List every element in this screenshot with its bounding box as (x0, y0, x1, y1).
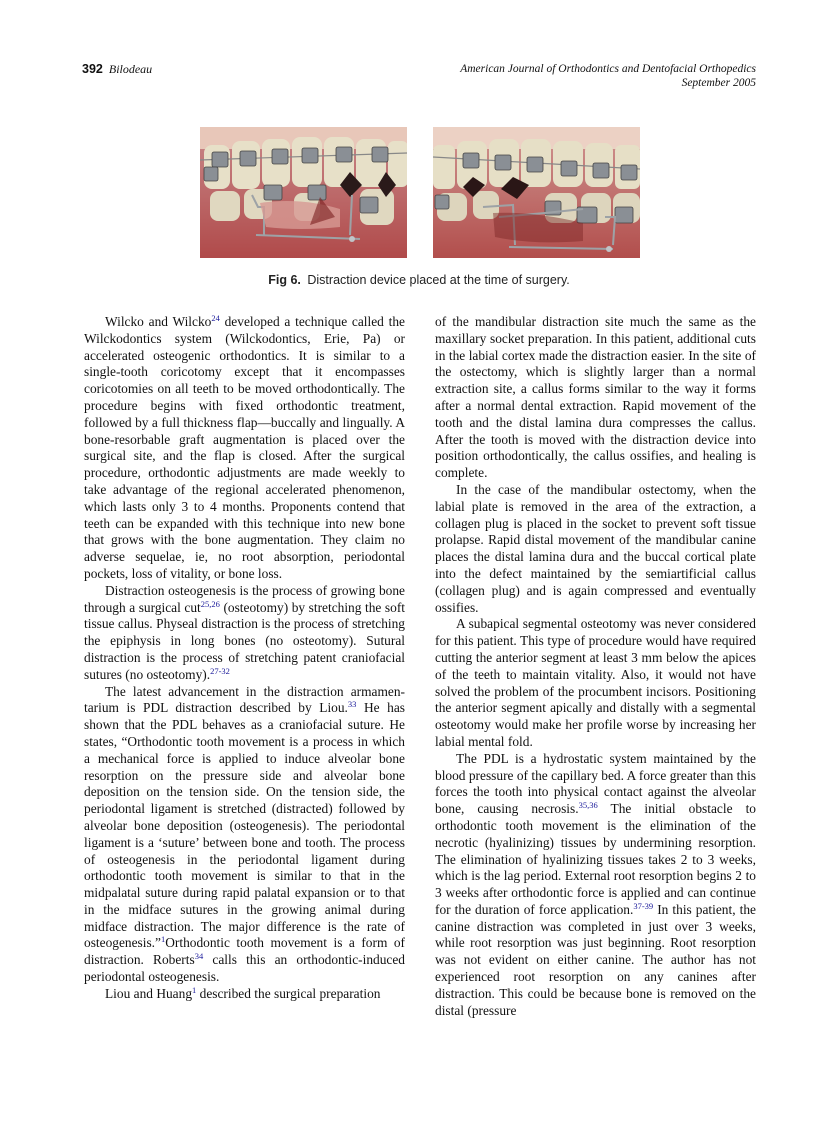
paragraph-text: Liou and Huang (105, 985, 193, 1001)
paragraph-text: The latest advancement in the distraction armamentarium is PDL distraction described by Liou. (84, 683, 405, 716)
running-head-right (460, 62, 756, 90)
page-number: 392 (82, 62, 103, 76)
paragraph-text: Distraction osteogenesis is the process of growing bone through a surgical cut (84, 582, 405, 615)
paragraph-text: developed a technique called the Wilckodontics system (Wilckodontics, Erie, Pa) or accelerated osteogenic orthodontics. It is similar to a single-tooth coricotomy except that it encompasses coricotomies on all teeth to be moved orthodontically. The procedure begins with fixed orthodontic treatment, followed by a full thickness flap—buccally and lingually. A bone-resorbable graft augmentation is placed over the surgical site, and the flap is closed. After the surgical procedure, orthodontic adjustments are made weekly to take advantage of the regional accelerated phenomenon, which lasts only 3 to 4 months. Proponents contend that teeth can be expanded with this technique into new bone that grows with the bone augmentation. They claim no adverse sequelae, ie, no root absorption, periodontal pockets, loss of vitality, or bone loss. (84, 314, 405, 581)
body-column-left (84, 314, 405, 1003)
citation-superscript[interactable]: 34 (194, 951, 204, 962)
paragraph-text: The initial obstacle to orthodontic tooth movement is the elimination of the necrotic (hyalinizing) tissues by undermining resorption. The elimination of hyalinizing tissues takes 2 to 3 weeks, which is the lag period. External root resorption begins 2 to 3 weeks after orthodontic force is applied and can continue for the duration of force application. (435, 801, 756, 917)
paragraph (84, 986, 405, 1003)
citation-superscript[interactable]: 1 (192, 984, 197, 995)
citation-superscript[interactable]: 24 (211, 313, 220, 323)
paragraph-text: In the case of the mandibular ostectomy, when the labial plate is removed in the area of the extraction, a collagen plug is placed in the socket to prevent soft tissue prolapse. Rapid distal movement of the mandibular canine places the distal lamina dura and the buccal cortical plate into the defect maintained by the semiartificial callus (collagen plug) and is again compressed and eventually ossifies. (435, 481, 756, 615)
intraoral-photo-left (200, 127, 407, 258)
running-head-left (82, 62, 152, 77)
paragraph-text: of the mandibular distraction site much the same as the maxillary socket preparation. In this patient, additional cuts in the labial cortex made the distraction easier. In the site of the ostectomy, which is slightly larger than a normal extraction site, a callus forms similar to the way it forms after a normal dental extraction. Rapid movement of the tooth and the distal lamina dura compresses the callus. After the tooth is moved with the distraction device into position orthodontically, the callus ossifies, and healing is complete. (435, 314, 756, 481)
paragraph-text: Orthodontic tooth movement is a form of distraction. Roberts (84, 935, 405, 968)
paragraph-text: In this patient, the canine distraction was completed in just over 3 weeks, while root resorption was just beginning. Root resorption was not evident on either canine. The author has not experienced root resorption on any canines after distraction. This could be because bone is removed on the distal (pressure (435, 901, 756, 1018)
body-column-right (435, 314, 756, 1019)
figure-image-left (200, 127, 407, 258)
paragraph (435, 314, 756, 482)
running-head (82, 62, 756, 96)
citation-superscript[interactable]: 35,36 (578, 800, 598, 811)
issue-date: September 2005 (681, 77, 756, 89)
paragraph (435, 482, 756, 616)
paragraph (84, 314, 405, 583)
paragraph (84, 684, 405, 986)
paragraph-text: The PDL is a hydrostatic system maintained by the blood pressure of the capillary bed. A force greater than this forces the tooth into physical contact against the alveolar bone, causing necrosis. (435, 750, 756, 817)
citation-superscript[interactable]: 37-39 (633, 900, 654, 911)
journal-title: American Journal of Orthodontics and Dentofacial Orthopedics (460, 63, 756, 75)
paragraph-text: He has shown that the PDL behaves as a craniofacial suture. He states, “Orthodontic tooth movement is a process in which a mechanical force is applied to induce alveolar bone resorption on the pressure side and alveolar bone deposition on the tension side. On the tension side, the periodontal ligament is stretched (distracted) followed by alveolar bone deposition (osteogenesis). The periodontal ligament is a ‘suture’ between bone and tooth. The process of osteogenesis in the periodontal ligament during orthodontic tooth movement is similar to that in the midpalatal suture during rapid palatal expansion or to that in the midface sutures in the growing animal during midface distraction. The major difference is the rate of osteogenesis.” (84, 700, 405, 951)
intraoral-photo-right (433, 127, 640, 258)
paragraph-text: Wilcko and Wilcko (105, 314, 212, 329)
author-name: Bilodeau (108, 62, 153, 76)
citation-superscript[interactable]: 33 (347, 699, 357, 710)
figure-image-right (433, 127, 640, 258)
paragraph (435, 751, 756, 1020)
figure-6 (200, 127, 640, 258)
figure-label: Fig 6. (268, 273, 301, 287)
paragraph-text: calls this an orthodontic-induced periodontal osteogenesis. (84, 952, 405, 985)
paragraph-text: described the surgical preparation (196, 985, 381, 1001)
paragraph (435, 616, 756, 750)
citation-superscript[interactable]: 27-32 (210, 665, 230, 676)
paragraph-text: A subapical segmental osteotomy was never considered for this patient. This type of procedure would have required cutting the anterior segment at least 3 mm below the apices of the teeth to maintain vitality. Also, it would not have solved the problem of the procumbent incisors. Positioning the anterior segment apically and distally with a segmental osteotomy would make her profile worse by increasing her labial mental fold. (435, 616, 756, 749)
paragraph-text: (osteotomy) by stretching the soft tissue callus. Physeal distraction is the process of stretching the epiphysis in long bones (no osteotomy). Sutural distraction is the process of stretching patent craniofacial sutures (no osteotomy). (84, 599, 405, 682)
citation-superscript[interactable]: 25,26 (200, 598, 220, 609)
paragraph (84, 583, 405, 684)
figure-caption (0, 273, 838, 287)
citation-superscript[interactable]: 1 (160, 934, 166, 945)
figure-caption-text: Distraction device placed at the time of surgery. (307, 273, 570, 287)
